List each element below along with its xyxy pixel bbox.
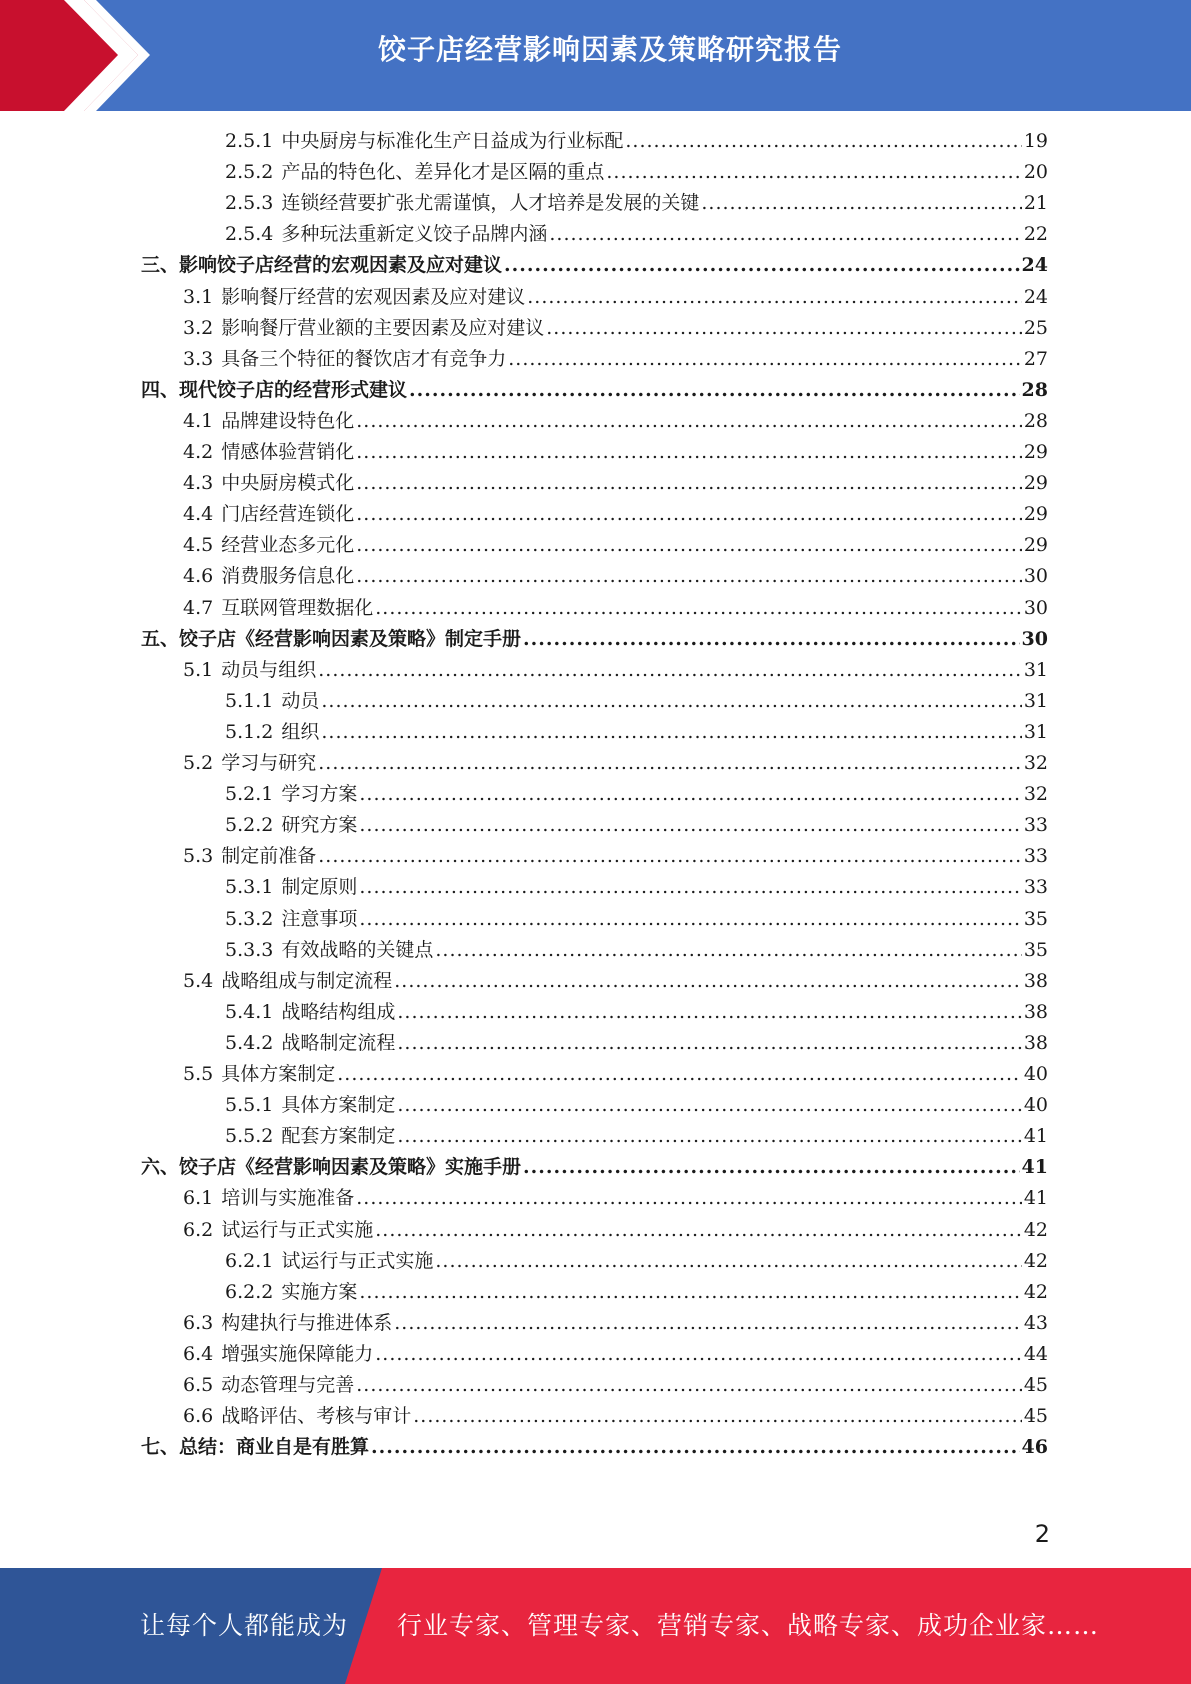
toc-entry-number: 6.6 xyxy=(183,1405,214,1428)
toc-leader-dots xyxy=(356,1183,1022,1214)
toc-entry-page: 38 xyxy=(1023,1031,1048,1054)
toc-entry[interactable] xyxy=(225,872,1048,903)
toc-leader-dots xyxy=(701,188,1021,219)
toc-entry[interactable] xyxy=(183,1370,1048,1401)
toc-entry-number: 2.5.3 xyxy=(225,192,274,215)
toc-entry-number: 4.1 xyxy=(183,409,214,432)
toc-entry[interactable] xyxy=(225,997,1048,1028)
toc-entry-page: 31 xyxy=(1023,658,1048,681)
toc-entry[interactable] xyxy=(225,686,1048,717)
toc-entry-number: 6.2.2 xyxy=(225,1280,274,1303)
toc-entry-title: 战略组成与制定流程 xyxy=(221,969,393,992)
toc-entry-number: 3.3 xyxy=(183,347,214,370)
toc-entry[interactable] xyxy=(225,126,1048,157)
toc-entry-page: 45 xyxy=(1023,1374,1048,1396)
toc-leader-dots xyxy=(435,1246,1021,1277)
toc-entry[interactable] xyxy=(225,904,1048,935)
toc-entry-page: 24 xyxy=(1023,285,1048,308)
toc-entry-title: 影响餐厅营业额的主要因素及应对建议 xyxy=(221,316,545,339)
toc-entry[interactable] xyxy=(183,499,1048,530)
toc-entry-number: 5.3.3 xyxy=(225,938,274,961)
toc-entry-title: 注意事项 xyxy=(281,907,358,930)
toc-entry[interactable] xyxy=(141,1432,1048,1463)
toc-entry-title: 四、现代饺子店的经营形式建议 xyxy=(141,378,408,401)
toc-entry-title: 经营业态多元化 xyxy=(221,534,355,557)
toc-entry-title: 动员 xyxy=(281,689,320,712)
toc-entry[interactable] xyxy=(183,313,1048,344)
toc-entry-page: 35 xyxy=(1023,938,1048,961)
toc-entry-page: 35 xyxy=(1023,907,1048,930)
toc-entry-number: 2.5.4 xyxy=(225,223,274,246)
toc-entry-title: 实施方案 xyxy=(281,1280,358,1303)
toc-leader-dots xyxy=(356,530,1022,561)
toc-entry-title: 构建执行与推进体系 xyxy=(221,1311,393,1334)
footer-slogan-left: 让每个人都能成为 xyxy=(140,1611,349,1640)
toc-entry-title: 影响餐厅经营的宏观因素及应对建议 xyxy=(221,285,526,308)
toc-entry-title: 制定前准备 xyxy=(221,845,317,868)
toc-entry-title: 中央厨房模式化 xyxy=(221,472,355,495)
toc-leader-dots xyxy=(397,997,1021,1028)
toc-leader-dots xyxy=(606,157,1021,188)
toc-leader-dots xyxy=(359,872,1021,903)
toc-entry-title: 配套方案制定 xyxy=(281,1125,396,1148)
toc-entry-page: 38 xyxy=(1023,1000,1048,1023)
toc-entry-title: 试运行与正式实施 xyxy=(281,1249,434,1272)
toc-entry-page: 40 xyxy=(1023,1094,1048,1117)
toc-entry[interactable] xyxy=(141,624,1048,655)
toc-entry[interactable] xyxy=(183,468,1048,499)
footer-slogan-right: 行业专家、管理专家、营销专家、战略专家、成功企业家…… xyxy=(397,1611,1100,1640)
toc-entry-title: 具体方案制定 xyxy=(221,1063,336,1085)
toc-entry-title: 研究方案 xyxy=(281,814,358,837)
toc-leader-dots xyxy=(394,966,1022,997)
toc-entry-page: 27 xyxy=(1023,347,1048,370)
toc-entry-title: 战略评估、考核与审计 xyxy=(221,1405,412,1428)
toc-leader-dots xyxy=(523,624,1020,655)
toc-entry[interactable] xyxy=(183,344,1048,375)
toc-leader-dots xyxy=(321,686,1021,717)
toc-entry-page: 42 xyxy=(1023,1249,1048,1272)
toc-entry-number: 4.5 xyxy=(183,534,214,557)
toc-entry-page: 30 xyxy=(1023,596,1048,619)
toc-entry-page: 29 xyxy=(1023,534,1048,557)
toc-entry-number: 6.1 xyxy=(183,1187,214,1210)
toc-leader-dots xyxy=(394,1308,1022,1339)
toc-entry[interactable] xyxy=(225,1277,1048,1308)
toc-entry-page: 41 xyxy=(1023,1187,1048,1210)
toc-entry-page: 42 xyxy=(1023,1280,1048,1303)
toc-entry-page: 28 xyxy=(1021,378,1048,401)
toc-entry-page: 46 xyxy=(1021,1436,1048,1459)
toc-entry-page: 19 xyxy=(1023,130,1048,152)
toc-entry-page: 43 xyxy=(1023,1311,1048,1334)
toc-entry-number: 5.1 xyxy=(183,658,214,681)
page-footer xyxy=(0,1568,1191,1684)
toc-leader-dots xyxy=(504,250,1020,281)
toc-entry-number: 5.4.1 xyxy=(225,1000,274,1023)
toc-entry[interactable] xyxy=(183,748,1048,779)
toc-leader-dots xyxy=(397,1121,1021,1152)
toc-entry-title: 中央厨房与标准化生产日益成为行业标配 xyxy=(281,130,624,152)
toc-leader-dots xyxy=(397,1028,1021,1059)
toc-entry-number: 4.6 xyxy=(183,565,214,588)
toc-leader-dots xyxy=(321,717,1021,748)
toc-entry-title: 三、影响饺子店经营的宏观因素及应对建议 xyxy=(141,254,503,277)
toc-leader-dots xyxy=(318,841,1022,872)
toc-entry-page: 42 xyxy=(1023,1218,1048,1241)
toc-entry-title: 战略结构组成 xyxy=(281,1000,396,1023)
toc-entry[interactable] xyxy=(183,1401,1048,1432)
toc-entry-title: 制定原则 xyxy=(281,876,358,899)
toc-entry-title: 培训与实施准备 xyxy=(221,1187,355,1210)
toc-entry-title: 六、饺子店《经营影响因素及策略》实施手册 xyxy=(141,1156,522,1179)
toc-leader-dots xyxy=(356,406,1022,437)
toc-entry-number: 6.4 xyxy=(183,1342,214,1365)
toc-leader-dots xyxy=(371,1432,1020,1463)
toc-entry[interactable] xyxy=(141,1152,1048,1183)
toc-entry-number: 5.2.2 xyxy=(225,814,274,837)
toc-entry[interactable] xyxy=(225,717,1048,748)
toc-entry-title: 多种玩法重新定义饺子品牌内涵 xyxy=(281,223,548,246)
toc-entry-page: 20 xyxy=(1023,161,1048,184)
toc-leader-dots xyxy=(397,1090,1021,1121)
toc-entry-page: 31 xyxy=(1023,720,1048,743)
toc-entry[interactable] xyxy=(225,1090,1048,1121)
toc-leader-dots xyxy=(356,468,1022,499)
toc-entry[interactable] xyxy=(183,655,1048,686)
toc-entry-title: 连锁经营要扩张尤需谨慎，人才培养是发展的关键 xyxy=(281,192,700,215)
toc-entry-page: 24 xyxy=(1021,254,1048,277)
toc-leader-dots xyxy=(527,282,1022,313)
toc-leader-dots xyxy=(625,126,1021,157)
toc-entry-title: 七、总结：商业自是有胜算 xyxy=(141,1436,370,1459)
toc-entry[interactable] xyxy=(183,530,1048,561)
toc-entry-title: 有效战略的关键点 xyxy=(281,938,434,961)
toc-entry[interactable] xyxy=(183,282,1048,313)
toc-leader-dots xyxy=(356,437,1022,468)
toc-entry-title: 动员与组织 xyxy=(221,658,317,681)
toc-entry-page: 32 xyxy=(1023,783,1048,806)
toc-entry[interactable] xyxy=(183,437,1048,468)
toc-leader-dots xyxy=(523,1152,1020,1183)
toc-entry-page: 33 xyxy=(1023,876,1048,899)
toc-leader-dots xyxy=(413,1401,1022,1432)
toc-entry[interactable] xyxy=(183,1059,1048,1090)
toc-entry[interactable] xyxy=(225,779,1048,810)
toc-entry-page: 41 xyxy=(1023,1125,1048,1148)
toc-entry-number: 5.2.1 xyxy=(225,783,274,806)
toc-leader-dots xyxy=(356,561,1022,592)
toc-entry[interactable] xyxy=(225,935,1048,966)
toc-leader-dots xyxy=(337,1059,1022,1090)
toc-entry-number: 5.3.2 xyxy=(225,907,274,930)
toc-entry-number: 5.4.2 xyxy=(225,1031,274,1054)
toc-entry-page: 45 xyxy=(1023,1405,1048,1428)
toc-entry-title: 门店经营连锁化 xyxy=(221,503,355,526)
toc-entry-number: 4.2 xyxy=(183,441,214,463)
toc-entry[interactable] xyxy=(225,1246,1048,1277)
toc-entry[interactable] xyxy=(183,593,1048,624)
toc-entry-title: 具备三个特征的餐饮店才有竞争力 xyxy=(221,347,507,370)
toc-entry-title: 动态管理与完善 xyxy=(221,1374,355,1396)
toc-entry[interactable] xyxy=(183,561,1048,592)
toc-entry[interactable] xyxy=(225,157,1048,188)
page-number: 2 xyxy=(1034,1520,1050,1548)
toc-leader-dots xyxy=(359,810,1021,841)
toc-entry-title: 学习方案 xyxy=(281,783,358,806)
toc-entry-page: 40 xyxy=(1023,1063,1048,1085)
toc-entry-number: 6.2 xyxy=(183,1218,214,1241)
toc-entry[interactable] xyxy=(225,810,1048,841)
document-title: 饺子店经营影响因素及策略研究报告 xyxy=(377,33,842,66)
toc-entry-page: 25 xyxy=(1023,316,1048,339)
toc-entry[interactable] xyxy=(183,406,1048,437)
toc-leader-dots xyxy=(359,904,1021,935)
toc-entry-number: 4.3 xyxy=(183,472,214,495)
toc-leader-dots xyxy=(359,779,1021,810)
toc-entry-number: 5.1.2 xyxy=(225,720,274,743)
toc-entry-page: 44 xyxy=(1023,1342,1048,1365)
toc-leader-dots xyxy=(375,1339,1022,1370)
toc-entry-title: 情感体验营销化 xyxy=(221,441,355,463)
toc-leader-dots xyxy=(359,1277,1021,1308)
toc-entry[interactable] xyxy=(183,1183,1048,1214)
toc-entry-page: 33 xyxy=(1023,814,1048,837)
toc-entry-number: 5.5.2 xyxy=(225,1125,274,1148)
toc-entry-number: 4.4 xyxy=(183,503,214,526)
toc-entry-title: 试运行与正式实施 xyxy=(221,1218,374,1241)
toc-entry-number: 5.2 xyxy=(183,752,214,774)
toc-entry-page: 21 xyxy=(1023,192,1048,215)
toc-entry-number: 5.1.1 xyxy=(225,689,274,712)
toc-entry[interactable] xyxy=(141,250,1048,281)
toc-entry-title: 互联网管理数据化 xyxy=(221,596,374,619)
toc-entry-page: 28 xyxy=(1023,409,1048,432)
toc-entry-title: 产品的特色化、差异化才是区隔的重点 xyxy=(281,161,605,184)
toc-leader-dots xyxy=(549,219,1021,250)
toc-entry-number: 5.3 xyxy=(183,845,214,868)
toc-entry-page: 29 xyxy=(1023,472,1048,495)
toc-leader-dots xyxy=(356,1370,1022,1401)
toc-leader-dots xyxy=(508,344,1022,375)
toc-entry-number: 4.7 xyxy=(183,596,214,619)
toc-entry-number: 2.5.2 xyxy=(225,161,274,184)
toc-entry-title: 学习与研究 xyxy=(221,752,317,774)
toc-entry-page: 22 xyxy=(1023,223,1048,246)
toc-leader-dots xyxy=(546,313,1022,344)
toc-entry-page: 33 xyxy=(1023,845,1048,868)
toc-entry-number: 2.5.1 xyxy=(225,130,274,152)
toc-entry-title: 五、饺子店《经营影响因素及策略》制定手册 xyxy=(141,627,522,650)
toc-leader-dots xyxy=(318,748,1022,779)
toc-entry[interactable] xyxy=(225,1028,1048,1059)
toc-leader-dots xyxy=(375,1215,1022,1246)
toc-entry[interactable] xyxy=(183,1215,1048,1246)
toc-entry[interactable] xyxy=(141,375,1048,406)
toc-entry[interactable] xyxy=(183,841,1048,872)
toc-leader-dots xyxy=(409,375,1020,406)
toc-entry[interactable] xyxy=(183,1308,1048,1339)
toc-entry-title: 品牌建设特色化 xyxy=(221,409,355,432)
toc-entry-page: 29 xyxy=(1023,441,1048,463)
toc-entry[interactable] xyxy=(225,219,1048,250)
toc-entry-number: 6.3 xyxy=(183,1311,214,1334)
toc-entry-number: 5.3.1 xyxy=(225,876,274,899)
toc-entry-page: 30 xyxy=(1023,565,1048,588)
toc-entry-page: 38 xyxy=(1023,969,1048,992)
page-header xyxy=(0,0,1191,111)
toc-leader-dots xyxy=(435,935,1021,966)
toc-entry-title: 增强实施保障能力 xyxy=(221,1342,374,1365)
toc-entry-page: 30 xyxy=(1021,627,1048,650)
toc-entry-page: 31 xyxy=(1023,689,1048,712)
toc-leader-dots xyxy=(375,593,1022,624)
toc-entry-number: 5.5.1 xyxy=(225,1094,274,1117)
toc-leader-dots xyxy=(356,499,1022,530)
toc-entry-page: 32 xyxy=(1023,752,1048,774)
toc-entry-number: 6.5 xyxy=(183,1374,214,1396)
toc-entry-title: 具体方案制定 xyxy=(281,1094,396,1117)
toc-entry-number: 3.2 xyxy=(183,316,214,339)
toc-entry[interactable] xyxy=(183,966,1048,997)
toc-entry[interactable] xyxy=(183,1339,1048,1370)
toc-entry-page: 29 xyxy=(1023,503,1048,526)
toc-entry-number: 5.4 xyxy=(183,969,214,992)
toc-entry[interactable] xyxy=(225,1121,1048,1152)
toc-entry-title: 组织 xyxy=(281,720,320,743)
toc-entry-number: 6.2.1 xyxy=(225,1249,274,1272)
toc-entry-title: 消费服务信息化 xyxy=(221,565,355,588)
toc-entry-number: 5.5 xyxy=(183,1063,214,1085)
toc-entry-title: 战略制定流程 xyxy=(281,1031,396,1054)
toc-entry[interactable] xyxy=(225,188,1048,219)
toc-entry-page: 41 xyxy=(1021,1156,1048,1179)
toc-entry-number: 3.1 xyxy=(183,285,214,308)
toc-leader-dots xyxy=(318,655,1022,686)
